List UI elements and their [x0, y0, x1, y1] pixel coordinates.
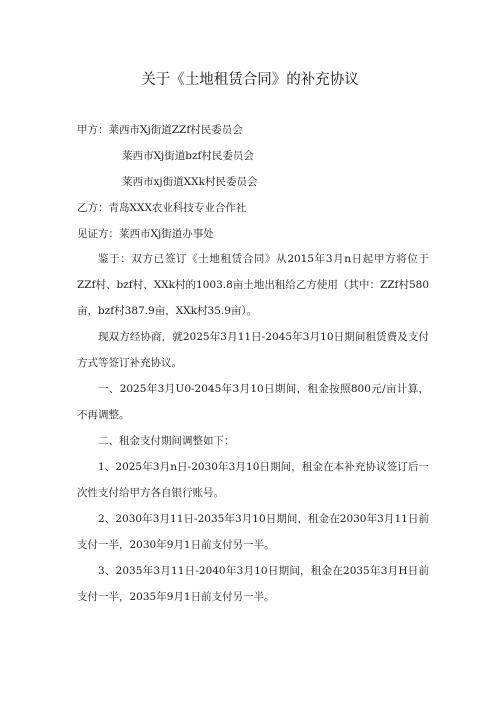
party-b-line: 乙方：青岛XXX农业科技专业合作社 — [77, 202, 247, 214]
negotiation-paragraph: 现双方经协商，就2025年3月11日-2045年3月10日期间租赁费及支付方式等签订补充协议。 — [77, 331, 429, 369]
party-a-name-1: 莱西市Xj街道ZZf村民委员会 — [108, 124, 243, 136]
clause-1-paragraph: 一、2025年3月U0-2045年3月10日期间，租金按照800元/亩计算，不再调整。 — [77, 383, 429, 421]
document-title: 关于《土地租赁合同》的补充协议 — [141, 72, 359, 88]
party-a-name-3: 莱西市xj街道XXk村民委员会 — [122, 176, 258, 188]
clause-2-item-2: 2、2030年3月11日-2035年3月10日期间，租金在2030年3月11日前支付一半，2030年9月1日前支付另一半。 — [77, 513, 429, 551]
witness-line: 见证方：莱西市Xj街道办事处 — [77, 228, 214, 240]
clause-2-item-1: 1、2025年3月n日-2030年3月10日期间，租金在本补充协议签订后一次性支付给甲方各自银行账号。 — [77, 461, 429, 499]
clause-2-heading: 二、租金支付期间调整如下： — [98, 435, 235, 447]
party-a-name-2: 莱西市Xj街道bzf村民委员会 — [122, 150, 254, 162]
clause-2-item-3: 3、2035年3月11日-2040年3月10日期间，租金在2035年3月H日前支付一半，2035年9月1日前支付另一半。 — [77, 565, 429, 603]
recital-paragraph: 鉴于：双方已签订《土地租赁合同》从2015年3月n日起甲方将位于ZZf村、bzf村、XXk村的1003.8亩土地出租给乙方使用（其中：ZZf村580亩，bzf村387.9亩，XXk村35.9亩）。 — [77, 253, 429, 317]
party-a-line — [77, 123, 243, 137]
party-a-label: 甲方： — [77, 124, 109, 136]
